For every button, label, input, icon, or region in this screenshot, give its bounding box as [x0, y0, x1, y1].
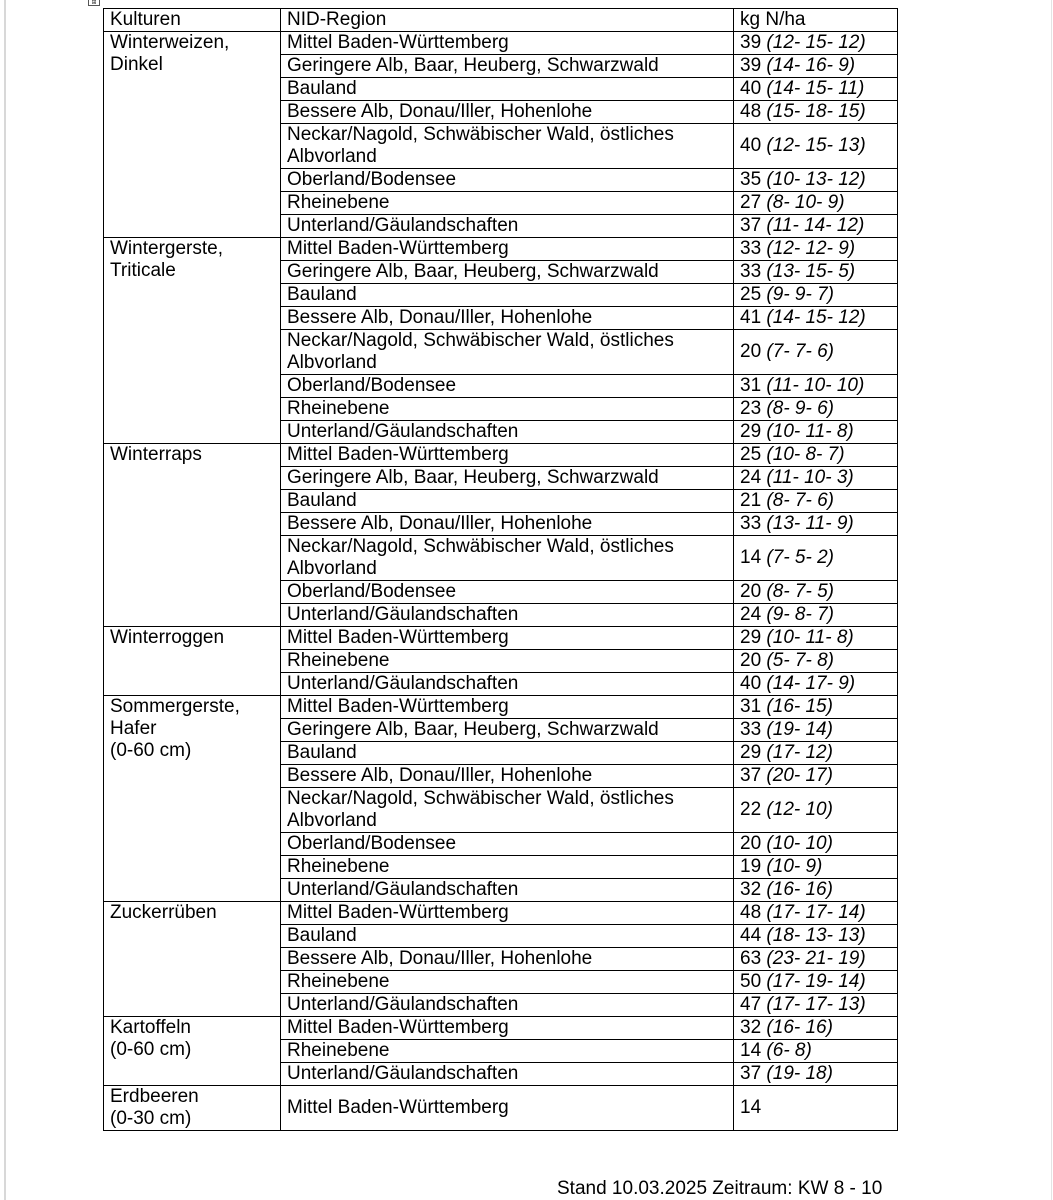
table-row [104, 1086, 898, 1131]
region-cell: Oberland/Bodensee [281, 169, 734, 192]
crop-cell: Erdbeeren (0-30 cm) [104, 1086, 281, 1131]
region-cell: Unterland/Gäulandschaften [281, 879, 734, 902]
value-number: 24 [740, 467, 762, 488]
value-detail: (11- 10- 10) [766, 375, 865, 396]
value-number: 25 [740, 284, 762, 305]
value-number: 29 [740, 421, 762, 442]
value-number: 20 [740, 833, 762, 854]
value-cell [734, 1086, 898, 1131]
value-cell [734, 650, 898, 673]
table-row [104, 1017, 898, 1040]
region-cell: Geringere Alb, Baar, Heuberg, Schwarzwald [281, 261, 734, 284]
value-cell [734, 215, 898, 238]
value-number: 44 [740, 925, 762, 946]
value-cell [734, 833, 898, 856]
region-cell: Bauland [281, 742, 734, 765]
value-cell [734, 971, 898, 994]
region-cell: Rheinebene [281, 856, 734, 879]
table-body [104, 32, 898, 1131]
value-number: 21 [740, 490, 762, 511]
region-cell: Bauland [281, 78, 734, 101]
region-cell: Mittel Baden-Württemberg [281, 1017, 734, 1040]
value-detail: (8- 9- 6) [766, 398, 834, 419]
value-number: 23 [740, 398, 762, 419]
value-detail: (14- 15- 11) [766, 78, 865, 99]
value-detail: (13- 11- 9) [766, 513, 854, 534]
region-cell: Mittel Baden-Württemberg [281, 238, 734, 261]
value-detail: (17- 12) [766, 742, 833, 763]
value-detail: (19- 18) [766, 1063, 833, 1084]
value-number: 33 [740, 719, 762, 740]
value-detail: (17- 17- 13) [766, 994, 866, 1015]
region-cell: Unterland/Gäulandschaften [281, 604, 734, 627]
value-cell [734, 55, 898, 78]
value-detail: (7- 7- 6) [766, 341, 834, 362]
value-cell [734, 32, 898, 55]
region-cell: Unterland/Gäulandschaften [281, 421, 734, 444]
value-detail: (11- 14- 12) [766, 215, 865, 236]
value-number: 29 [740, 627, 762, 648]
value-number: 37 [740, 1063, 762, 1084]
value-cell [734, 902, 898, 925]
region-cell: Oberland/Bodensee [281, 375, 734, 398]
value-cell [734, 307, 898, 330]
region-cell: Bauland [281, 925, 734, 948]
value-number: 48 [740, 902, 762, 923]
value-cell [734, 398, 898, 421]
value-detail: (8- 10- 9) [766, 192, 845, 213]
value-cell [734, 124, 898, 169]
value-detail: (14- 15- 12) [766, 307, 866, 328]
value-detail: (12- 10) [766, 799, 833, 820]
value-detail: (10- 11- 8) [766, 627, 854, 648]
value-detail: (14- 17- 9) [766, 673, 856, 694]
table-row [104, 696, 898, 719]
region-cell: Neckar/Nagold, Schwäbischer Wald, östliches Albvorland [281, 330, 734, 375]
region-cell: Mittel Baden-Württemberg [281, 1086, 734, 1131]
value-number: 39 [740, 55, 762, 76]
value-cell [734, 444, 898, 467]
region-cell: Geringere Alb, Baar, Heuberg, Schwarzwald [281, 467, 734, 490]
table-header-row [104, 9, 898, 32]
value-detail: (5- 7- 8) [766, 650, 834, 671]
table-row [104, 32, 898, 55]
value-cell [734, 788, 898, 833]
value-cell [734, 78, 898, 101]
page-edge-left [4, 0, 6, 1200]
region-cell: Mittel Baden-Württemberg [281, 902, 734, 925]
value-detail: (12- 12- 9) [766, 238, 856, 259]
value-cell [734, 673, 898, 696]
value-detail: (12- 15- 12) [766, 32, 866, 53]
region-cell: Bessere Alb, Donau/Iller, Hohenlohe [281, 307, 734, 330]
value-cell [734, 101, 898, 124]
region-cell: Unterland/Gäulandschaften [281, 215, 734, 238]
region-cell: Mittel Baden-Württemberg [281, 444, 734, 467]
value-cell [734, 581, 898, 604]
value-number: 41 [740, 307, 762, 328]
value-number: 29 [740, 742, 762, 763]
crop-cell: Sommergerste, Hafer (0-60 cm) [104, 696, 281, 902]
value-cell [734, 490, 898, 513]
value-number: 40 [740, 135, 762, 156]
value-detail: (9- 8- 7) [766, 604, 834, 625]
value-number: 33 [740, 238, 762, 259]
value-number: 37 [740, 765, 762, 786]
value-number: 35 [740, 169, 762, 190]
header-region: NID-Region [281, 9, 734, 32]
value-number: 32 [740, 1017, 762, 1038]
value-number: 22 [740, 799, 762, 820]
region-cell: Mittel Baden-Württemberg [281, 32, 734, 55]
region-cell: Geringere Alb, Baar, Heuberg, Schwarzwald [281, 719, 734, 742]
value-detail: (10- 11- 8) [766, 421, 854, 442]
value-detail: (10- 10) [766, 833, 833, 854]
value-cell [734, 513, 898, 536]
region-cell: Bessere Alb, Donau/Iller, Hohenlohe [281, 513, 734, 536]
page-edge-right [1051, 0, 1052, 1200]
region-cell: Oberland/Bodensee [281, 581, 734, 604]
value-detail: (12- 15- 13) [766, 135, 866, 156]
value-cell [734, 879, 898, 902]
value-detail: (6- 8) [766, 1040, 812, 1061]
value-number: 32 [740, 879, 762, 900]
value-cell [734, 375, 898, 398]
region-cell: Neckar/Nagold, Schwäbischer Wald, östliches Albvorland [281, 124, 734, 169]
value-number: 14 [740, 547, 762, 568]
crop-cell: Wintergerste, Triticale [104, 238, 281, 444]
value-detail: (11- 10- 3) [766, 467, 854, 488]
value-cell [734, 169, 898, 192]
crop-cell: Winterraps [104, 444, 281, 627]
value-detail: (20- 17) [766, 765, 833, 786]
value-cell [734, 627, 898, 650]
crop-cell: Kartoffeln (0-60 cm) [104, 1017, 281, 1086]
value-detail: (9- 9- 7) [766, 284, 834, 305]
region-cell: Mittel Baden-Württemberg [281, 696, 734, 719]
value-number: 14 [740, 1040, 762, 1061]
region-cell: Unterland/Gäulandschaften [281, 1063, 734, 1086]
region-cell: Rheinebene [281, 650, 734, 673]
value-detail: (8- 7- 5) [766, 581, 834, 602]
region-cell: Neckar/Nagold, Schwäbischer Wald, östliches Albvorland [281, 788, 734, 833]
region-cell: Rheinebene [281, 971, 734, 994]
crop-cell: Winterweizen, Dinkel [104, 32, 281, 238]
value-number: 40 [740, 78, 762, 99]
value-detail: (17- 19- 14) [766, 971, 866, 992]
value-detail: (15- 18- 15) [766, 101, 866, 122]
value-number: 14 [740, 1097, 762, 1118]
table-row [104, 627, 898, 650]
table-anchor-icon[interactable]: ⊞ [88, 0, 100, 6]
table-row [104, 238, 898, 261]
region-cell: Rheinebene [281, 1040, 734, 1063]
value-detail: (7- 5- 2) [766, 547, 834, 568]
region-cell: Geringere Alb, Baar, Heuberg, Schwarzwald [281, 55, 734, 78]
value-cell [734, 1040, 898, 1063]
value-detail: (16- 16) [766, 879, 833, 900]
value-number: 47 [740, 994, 762, 1015]
header-crop: Kulturen [104, 9, 281, 32]
value-number: 63 [740, 948, 762, 969]
region-cell: Bessere Alb, Donau/Iller, Hohenlohe [281, 765, 734, 788]
footer-stand: Stand 10.03.2025 Zeitraum: KW 8 - 10 [557, 1178, 883, 1199]
value-cell [734, 1017, 898, 1040]
region-cell: Bauland [281, 284, 734, 307]
value-number: 33 [740, 261, 762, 282]
region-cell: Rheinebene [281, 192, 734, 215]
value-detail: (10- 9) [766, 856, 823, 877]
value-number: 31 [740, 375, 762, 396]
value-number: 33 [740, 513, 762, 534]
value-cell [734, 238, 898, 261]
value-number: 40 [740, 673, 762, 694]
value-number: 27 [740, 192, 762, 213]
value-number: 25 [740, 444, 762, 465]
value-cell [734, 604, 898, 627]
crop-cell: Winterroggen [104, 627, 281, 696]
region-cell: Rheinebene [281, 398, 734, 421]
value-cell [734, 536, 898, 581]
value-number: 48 [740, 101, 762, 122]
value-number: 19 [740, 856, 762, 877]
value-cell [734, 1063, 898, 1086]
region-cell: Bessere Alb, Donau/Iller, Hohenlohe [281, 101, 734, 124]
value-cell [734, 765, 898, 788]
value-cell [734, 742, 898, 765]
header-value: kg N/ha [734, 9, 898, 32]
value-detail: (8- 7- 6) [766, 490, 834, 511]
region-cell: Unterland/Gäulandschaften [281, 994, 734, 1017]
value-cell [734, 261, 898, 284]
crop-cell: Zuckerrüben [104, 902, 281, 1017]
value-cell [734, 192, 898, 215]
value-number: 24 [740, 604, 762, 625]
value-number: 50 [740, 971, 762, 992]
region-cell: Unterland/Gäulandschaften [281, 673, 734, 696]
value-cell [734, 994, 898, 1017]
table-row [104, 902, 898, 925]
value-cell [734, 696, 898, 719]
value-number: 20 [740, 341, 762, 362]
value-number: 39 [740, 32, 762, 53]
value-detail: (18- 13- 13) [766, 925, 866, 946]
value-cell [734, 330, 898, 375]
value-number: 20 [740, 581, 762, 602]
region-cell: Mittel Baden-Württemberg [281, 627, 734, 650]
value-detail: (16- 15) [766, 696, 833, 717]
value-cell [734, 421, 898, 444]
value-detail: (13- 15- 5) [766, 261, 856, 282]
value-cell [734, 948, 898, 971]
value-number: 20 [740, 650, 762, 671]
value-cell [734, 284, 898, 307]
table-row [104, 444, 898, 467]
region-cell: Bessere Alb, Donau/Iller, Hohenlohe [281, 948, 734, 971]
value-cell [734, 925, 898, 948]
value-detail: (23- 21- 19) [766, 948, 866, 969]
region-cell: Bauland [281, 490, 734, 513]
value-detail: (16- 16) [766, 1017, 833, 1038]
value-detail: (10- 8- 7) [766, 444, 845, 465]
value-detail: (14- 16- 9) [766, 55, 856, 76]
nitrogen-table [103, 8, 898, 1131]
value-detail: (19- 14) [766, 719, 833, 740]
region-cell: Neckar/Nagold, Schwäbischer Wald, östliches Albvorland [281, 536, 734, 581]
value-detail: (10- 13- 12) [766, 169, 866, 190]
region-cell: Oberland/Bodensee [281, 833, 734, 856]
value-cell [734, 719, 898, 742]
value-number: 31 [740, 696, 762, 717]
value-cell [734, 856, 898, 879]
value-detail: (17- 17- 14) [766, 902, 866, 923]
value-cell [734, 467, 898, 490]
value-number: 37 [740, 215, 762, 236]
